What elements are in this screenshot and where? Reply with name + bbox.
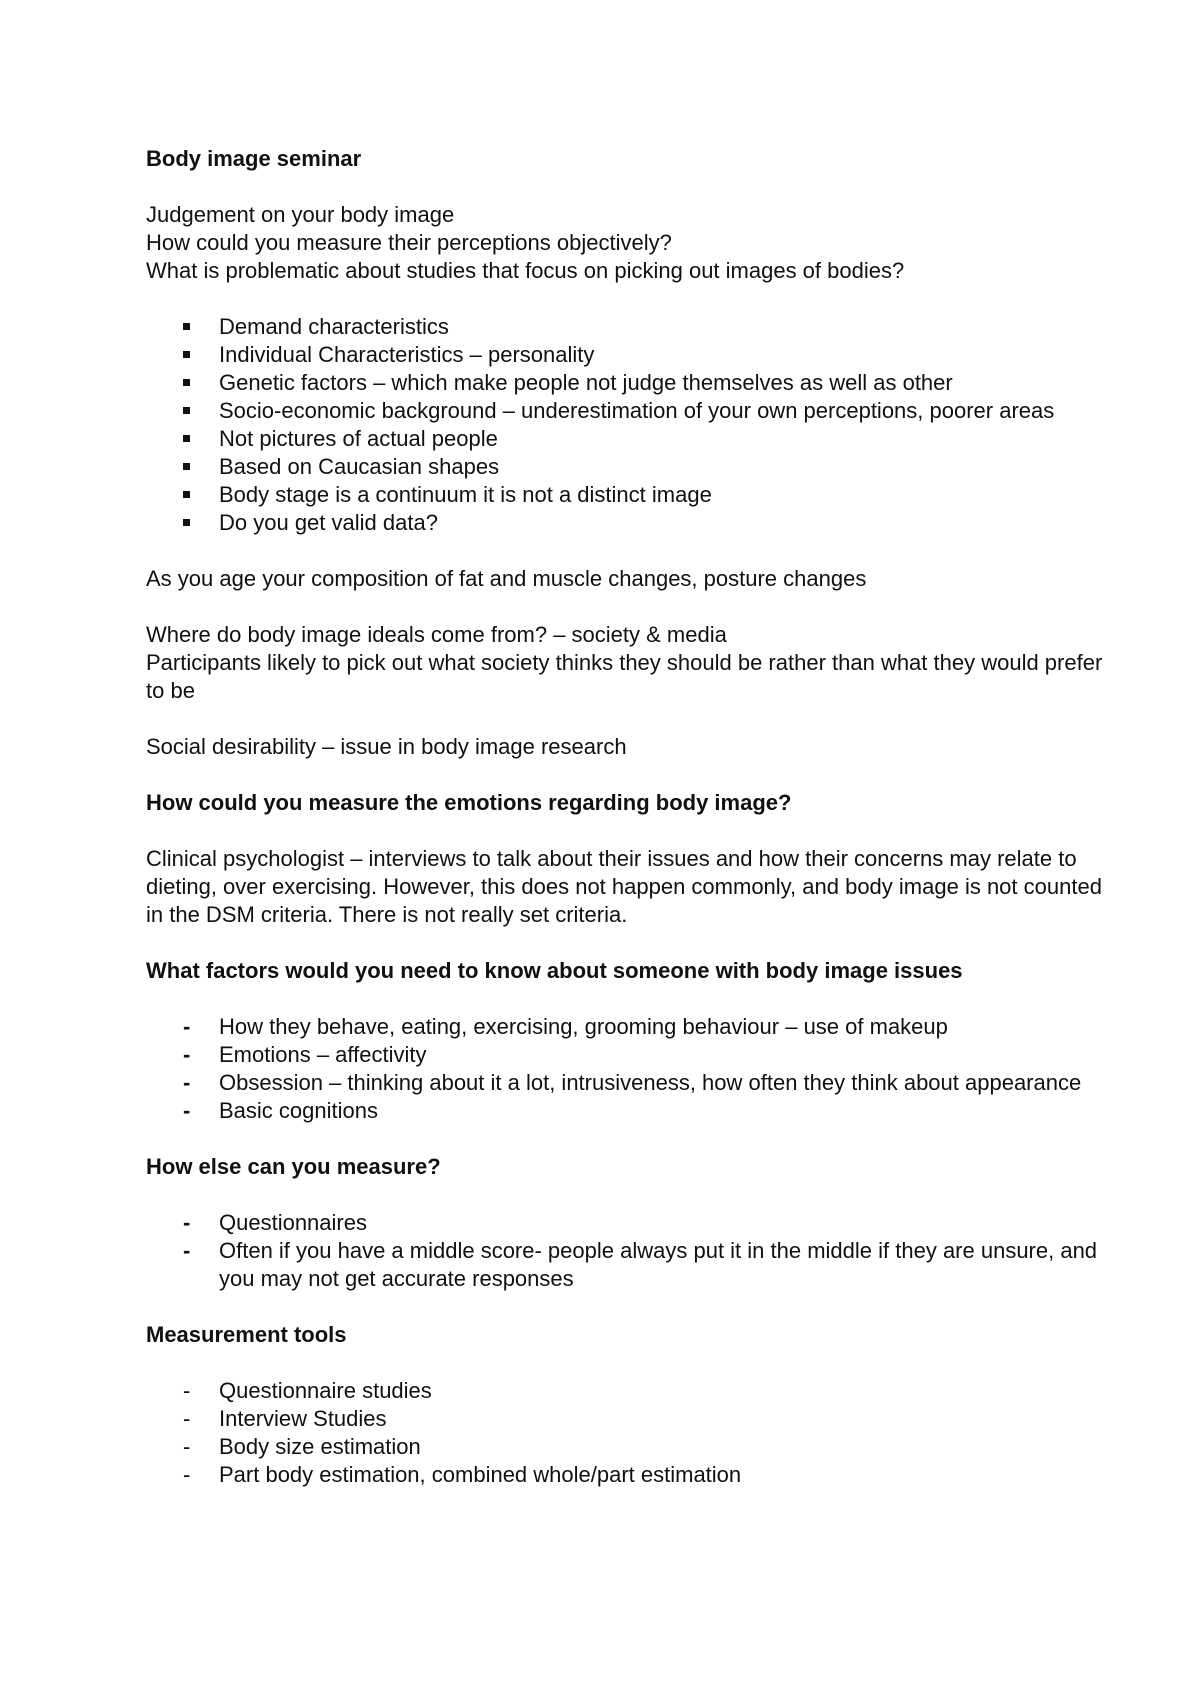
dash-bullet-icon: - xyxy=(183,1434,191,1459)
tools-heading: Measurement tools xyxy=(146,1322,347,1347)
list-item: Socio-economic background – underestimation of your own perceptions, poorer areas xyxy=(219,398,1055,423)
list-item: - Interview Studies xyxy=(183,1406,387,1431)
measure-list xyxy=(146,1209,1106,1293)
list-item: - Questionnaire studies xyxy=(183,1378,432,1403)
dash-bullet-icon: - xyxy=(183,1462,191,1487)
tools-list xyxy=(146,1377,1106,1489)
spacer xyxy=(146,1349,1106,1377)
spacer xyxy=(146,929,1106,957)
list-item: Body stage is a continuum it is not a distinct image xyxy=(219,482,712,507)
spacer xyxy=(146,1293,1106,1321)
dash-bullet-icon: - xyxy=(183,1406,191,1431)
list-item: Demand characteristics xyxy=(219,314,449,339)
dash-bullet-icon: - xyxy=(183,1014,191,1039)
spacer xyxy=(146,761,1106,789)
spacer xyxy=(146,705,1106,733)
list-item: - Often if you have a middle score- people always put it in the middle if they are unsure, and you may not get accurate responses xyxy=(183,1238,1098,1291)
list-item: Based on Caucasian shapes xyxy=(219,454,500,479)
list-item: - Questionnaires xyxy=(183,1210,367,1235)
list-item: Do you get valid data? xyxy=(219,510,438,535)
intro-line: Judgement on your body image xyxy=(146,202,455,227)
list-item: - Basic cognitions xyxy=(183,1098,378,1123)
document-title: Body image seminar xyxy=(146,146,362,171)
spacer xyxy=(146,285,1106,313)
factors-list xyxy=(146,1013,1106,1125)
dash-bullet-icon: - xyxy=(183,1238,191,1263)
spacer xyxy=(146,593,1106,621)
ideals-line: Participants likely to pick out what society thinks they should be rather than what they would prefer to be xyxy=(146,650,1103,703)
intro-line: What is problematic about studies that focus on picking out images of bodies? xyxy=(146,258,905,283)
dash-bullet-icon: - xyxy=(183,1378,191,1403)
emotions-paragraph: Clinical psychologist – interviews to talk about their issues and how their concerns may relate to dieting, over exercising. However, this does not happen commonly, and body image is not counted in the DSM criteria. There is not really set criteria. xyxy=(146,846,1102,927)
emotions-heading: How could you measure the emotions regarding body image? xyxy=(146,790,792,815)
ideals-line: Where do body image ideals come from? – society & media xyxy=(146,622,727,647)
intro-line: How could you measure their perceptions objectively? xyxy=(146,230,672,255)
dash-bullet-icon: - xyxy=(183,1070,191,1095)
aging-note: As you age your composition of fat and muscle changes, posture changes xyxy=(146,566,867,591)
problems-list xyxy=(146,313,1106,537)
list-item: Genetic factors – which make people not judge themselves as well as other xyxy=(219,370,953,395)
factors-heading: What factors would you need to know about someone with body image issues xyxy=(146,958,963,983)
document-page xyxy=(146,145,1106,1489)
spacer xyxy=(146,173,1106,201)
list-item: Individual Characteristics – personality xyxy=(219,342,595,367)
spacer xyxy=(146,1181,1106,1209)
list-item: - Obsession – thinking about it a lot, intrusiveness, how often they think about appearance xyxy=(183,1070,1082,1095)
spacer xyxy=(146,537,1106,565)
dash-bullet-icon: - xyxy=(183,1210,191,1235)
list-item: Not pictures of actual people xyxy=(219,426,498,451)
list-item: - Body size estimation xyxy=(183,1434,421,1459)
list-item: - How they behave, eating, exercising, grooming behaviour – use of makeup xyxy=(183,1014,948,1039)
social-note: Social desirability – issue in body image research xyxy=(146,734,627,759)
spacer xyxy=(146,1125,1106,1153)
dash-bullet-icon: - xyxy=(183,1098,191,1123)
measure-heading: How else can you measure? xyxy=(146,1154,441,1179)
list-item: - Emotions – affectivity xyxy=(183,1042,427,1067)
spacer xyxy=(146,817,1106,845)
list-item: - Part body estimation, combined whole/part estimation xyxy=(183,1462,742,1487)
spacer xyxy=(146,985,1106,1013)
dash-bullet-icon: - xyxy=(183,1042,191,1067)
